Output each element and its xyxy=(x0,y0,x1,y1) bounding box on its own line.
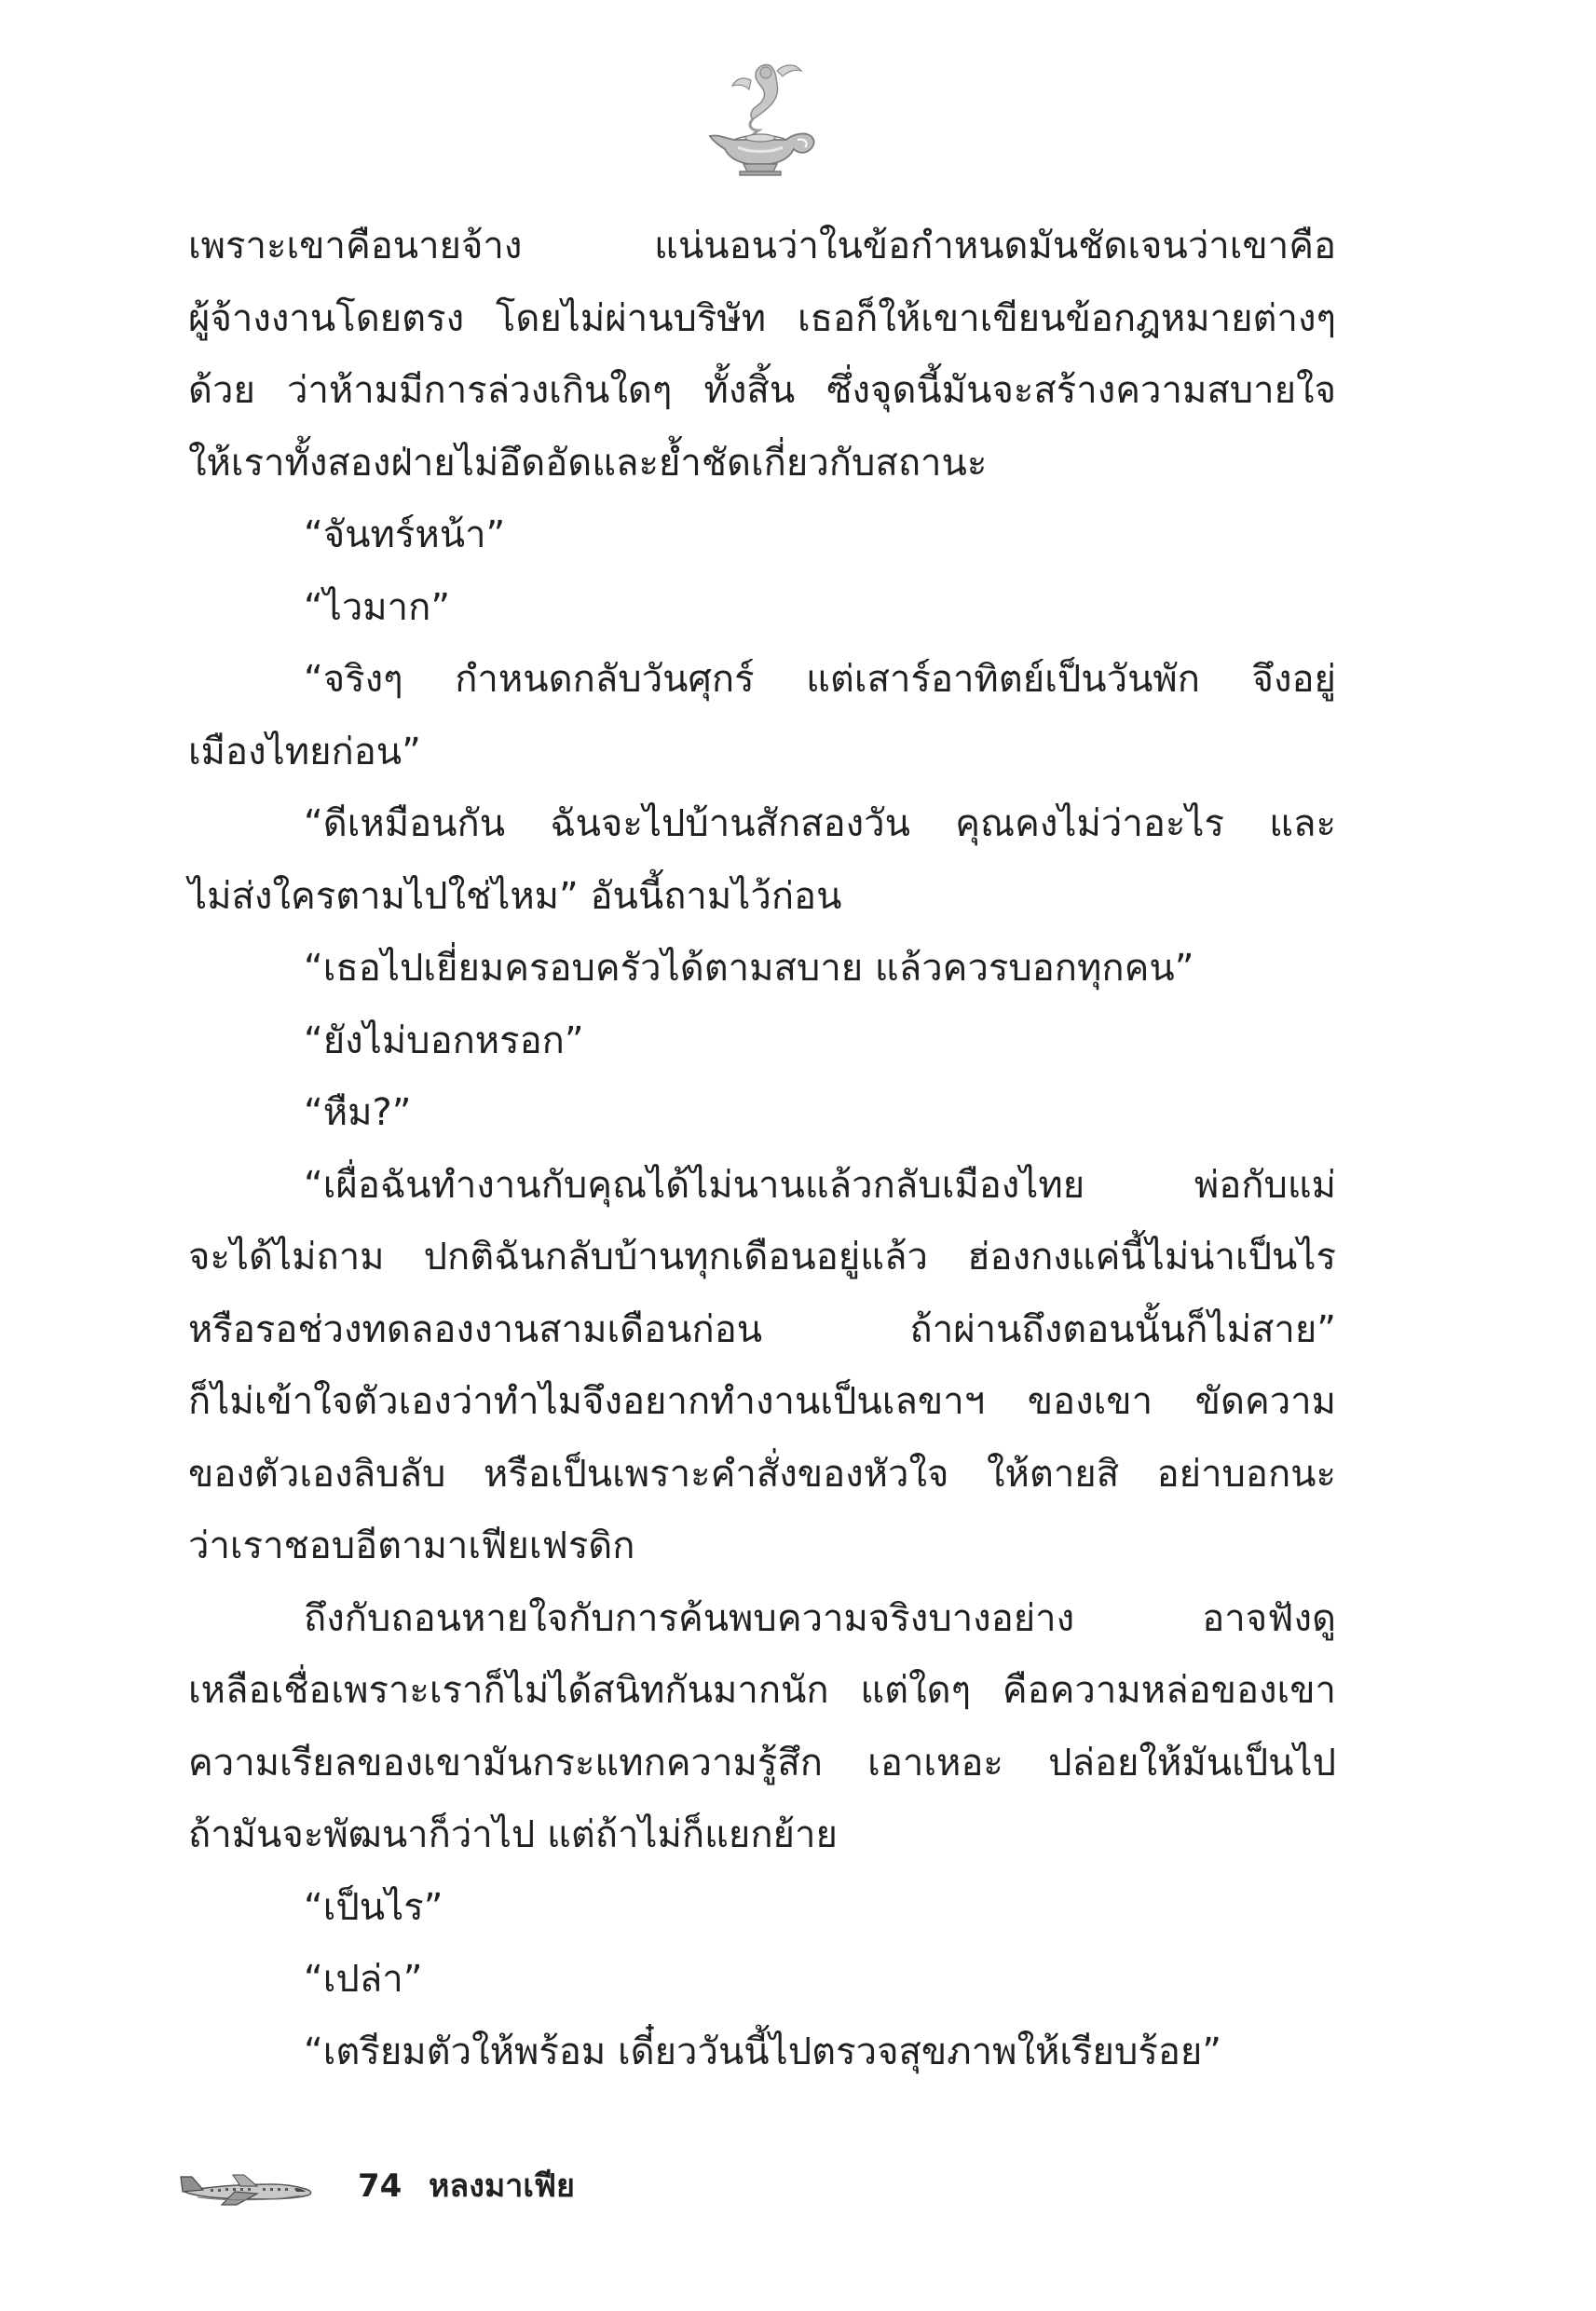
text-line: ให้เราทั้งสองฝ่ายไม่อึดอัดและย้ำชัดเกี่ยวกับสถานะ xyxy=(188,441,988,485)
page-footer xyxy=(179,2160,831,2216)
text-line: ว่าเราชอบอีตามาเฟียเฟรดิก xyxy=(188,1525,635,1567)
text-line: ไม่ส่งใครตามไปใช่ไหม” อันนี้ถามไว้ก่อน xyxy=(188,874,842,918)
text-line: “ไวมาก” xyxy=(304,585,451,629)
text-line: ของตัวเองลิบลับ หรือเป็นเพราะคำสั่งของหัวใจ ให้ตายสิ อย่าบอกนะ xyxy=(188,1452,1336,1496)
text-line: “ยังไม่บอกหรอก” xyxy=(304,1019,584,1062)
text-line: “เปล่า” xyxy=(304,1958,423,2001)
text-line: ก็ไม่เข้าใจตัวเองว่าทำไมจึงอยากทำงานเป็นเลขาฯ ของเขา ขัดความ xyxy=(188,1380,1336,1423)
text-line: “เธอไปเยี่ยมครอบครัวได้ตามสบาย แล้วควรบอกทุกคน” xyxy=(304,947,1194,990)
text-line: “จริงๆ กำหนดกลับวันศุกร์ แต่เสาร์อาทิตย์เป็นวันพัก จึงอยู่ xyxy=(304,658,1336,701)
text-line: หรือรอช่วงทดลองงานสามเดือนก่อน ถ้าผ่านถึงตอนนั้นก็ไม่สาย” xyxy=(188,1307,1336,1351)
text-line: ถึงกับถอนหายใจกับการค้นพบความจริงบางอย่าง อาจฟังดู xyxy=(304,1596,1336,1640)
text-line: “ดีเหมือนกัน ฉันจะไปบ้านสักสองวัน คุณคงไม่ว่าอะไร และ xyxy=(304,802,1336,845)
text-line: ความเรียลของเขามันกระแทกความรู้สึก เอาเหอะ ปล่อยให้มันเป็นไป xyxy=(188,1741,1336,1785)
page-number: 74 xyxy=(358,2167,402,2205)
airplane-icon xyxy=(179,2164,319,2207)
text-line: “เตรียมตัวให้พร้อม เดี๋ยววันนี้ไปตรวจสุขภาพให้เรียบร้อย” xyxy=(304,2030,1222,2073)
text-line: จะได้ไม่ถาม ปกติฉันกลับบ้านทุกเดือนอยู่แล้ว ฮ่องกงแค่นี้ไม่น่าเป็นไร xyxy=(188,1236,1336,1279)
text-line: “เผื่อฉันทำงานกับคุณได้ไม่นานแล้วกลับเมืองไทย พ่อกับแม่ xyxy=(304,1163,1336,1207)
text-line: ด้วย ว่าห้ามมีการล่วงเกินใดๆ ทั้งสิ้น ซึ่งจุดนี้มันจะสร้างความสบายใจ xyxy=(188,369,1336,412)
running-footer-title: หลงมาเฟีย xyxy=(429,2167,575,2205)
body-text xyxy=(188,211,1336,2088)
text-line: เพราะเขาคือนายจ้าง แน่นอนว่าในข้อกำหนดมันชัดเจนว่าเขาคือ xyxy=(188,225,1336,267)
text-line: “เป็นไร” xyxy=(304,1885,443,1929)
text-line: “จันทร์หน้า” xyxy=(304,513,506,556)
text-line: เมืองไทยก่อน” xyxy=(188,730,421,773)
text-line: ถ้ามันจะพัฒนาก็ว่าไป แต่ถ้าไม่ก็แยกย้าย xyxy=(188,1813,838,1856)
text-line: เหลือเชื่อเพราะเราก็ไม่ได้สนิทกันมากนัก แต่ใดๆ คือความหล่อของเขา xyxy=(188,1669,1336,1712)
genie-lamp-icon xyxy=(697,58,823,179)
text-line: ผู้จ้างงานโดยตรง โดยไม่ผ่านบริษัท เธอก็ให้เขาเขียนข้อกฎหมายต่างๆ xyxy=(188,296,1336,340)
text-line: “หืม?” xyxy=(304,1091,412,1134)
